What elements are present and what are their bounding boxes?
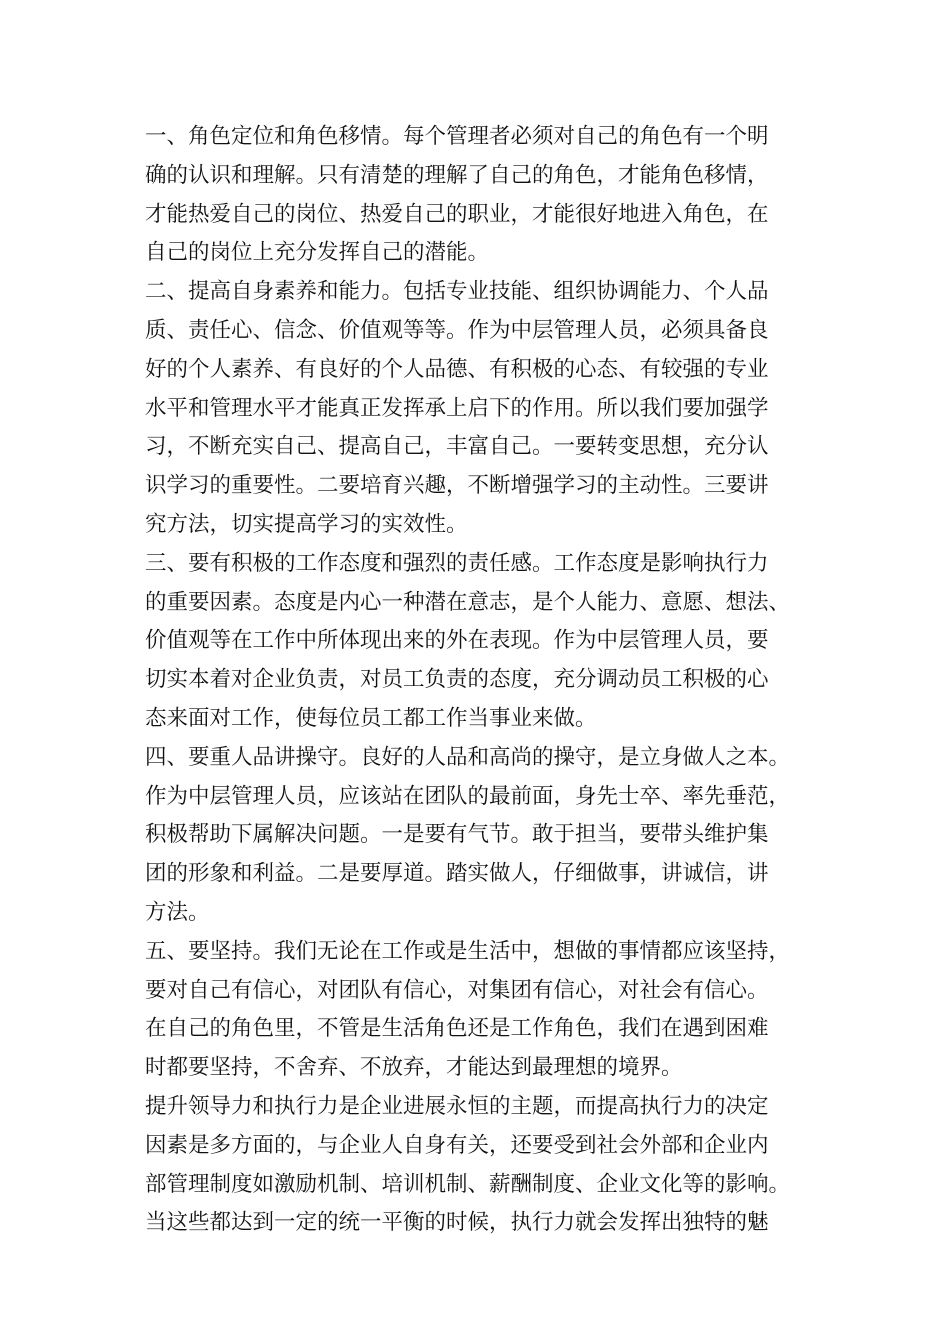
text-line: 自己的岗位上充分发挥自己的潜能。 bbox=[145, 240, 490, 266]
text-line: 习，不断充实自己、提高自己，丰富自己。一要转变思想，充分认 bbox=[145, 434, 769, 460]
text-line: 四、要重人品讲操守。良好的人品和高尚的操守，是立身做人之本。 bbox=[145, 744, 791, 770]
text-line: 才能热爱自己的岗位、热爱自己的职业，才能很好地进入角色，在 bbox=[145, 201, 769, 227]
text-line: 团的形象和利益。二是要厚道。踏实做人，仔细做事，讲诚信，讲 bbox=[145, 861, 769, 887]
text-line: 积极帮助下属解决问题。一是要有气节。敢于担当，要带头维护集 bbox=[145, 822, 769, 848]
text-line: 在自己的角色里，不管是生活角色还是工作角色，我们在遇到困难 bbox=[145, 1016, 769, 1042]
text-line: 好的个人素养、有良好的个人品德、有积极的心态、有较强的专业 bbox=[145, 356, 769, 382]
text-line: 的重要因素。态度是内心一种潜在意志，是个人能力、意愿、想法、 bbox=[145, 589, 791, 615]
text-line: 因素是多方面的，与企业人自身有关，还要受到社会外部和企业内 bbox=[145, 1132, 769, 1158]
text-line: 部管理制度如激励机制、培训机制、薪酬制度、企业文化等的影响。 bbox=[145, 1171, 791, 1197]
text-line: 时都要坚持，不舍弃、不放弃，才能达到最理想的境界。 bbox=[145, 1055, 683, 1081]
text-line: 切实本着对企业负责，对员工负责的态度，充分调动员工积极的心 bbox=[145, 667, 769, 693]
text-line: 二、提高自身素养和能力。包括专业技能、组织协调能力、个人品 bbox=[145, 279, 769, 305]
text-line: 水平和管理水平才能真正发挥承上启下的作用。所以我们要加强学 bbox=[145, 395, 769, 421]
text-line: 五、要坚持。我们无论在工作或是生活中，想做的事情都应该坚持， bbox=[145, 938, 791, 964]
text-line: 作为中层管理人员，应该站在团队的最前面，身先士卒、率先垂范， bbox=[145, 783, 791, 809]
text-line: 态来面对工作，使每位员工都工作当事业来做。 bbox=[145, 705, 597, 731]
text-line: 质、责任心、信念、价值观等等。作为中层管理人员，必须具备良 bbox=[145, 317, 769, 343]
document-body bbox=[145, 118, 845, 1243]
text-line: 方法。 bbox=[145, 899, 210, 925]
text-line: 价值观等在工作中所体现出来的外在表现。作为中层管理人员，要 bbox=[145, 628, 769, 654]
text-line: 当这些都达到一定的统一平衡的时候，执行力就会发挥出独特的魅 bbox=[145, 1210, 769, 1236]
text-line: 识学习的重要性。二要培育兴趣，不断增强学习的主动性。三要讲 bbox=[145, 473, 769, 499]
text-line: 三、要有积极的工作态度和强烈的责任感。工作态度是影响执行力 bbox=[145, 550, 769, 576]
text-line: 一、角色定位和角色移情。每个管理者必须对自己的角色有一个明 bbox=[145, 124, 769, 149]
text-line: 确的认识和理解。只有清楚的理解了自己的角色，才能角色移情， bbox=[145, 162, 769, 188]
text-line: 究方法，切实提高学习的实效性。 bbox=[145, 511, 468, 537]
text-line: 提升领导力和执行力是企业进展永恒的主题，而提高执行力的决定 bbox=[145, 1093, 769, 1119]
text-line: 要对自己有信心，对团队有信心，对集团有信心，对社会有信心。 bbox=[145, 977, 769, 1003]
